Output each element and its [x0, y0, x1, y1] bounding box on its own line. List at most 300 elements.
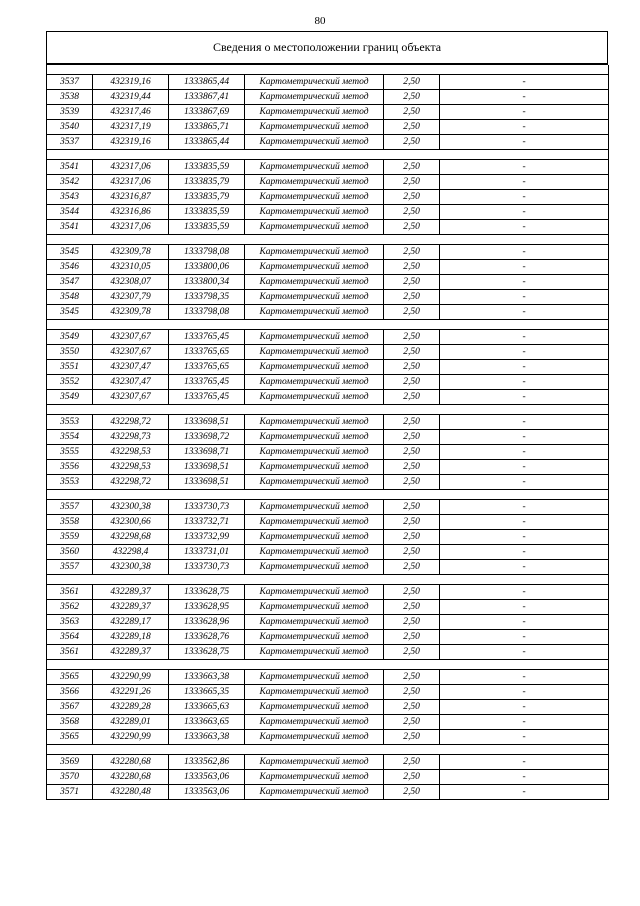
point-number-cell: 3560 — [47, 545, 93, 560]
method-cell: Картометрический метод — [245, 630, 384, 645]
x-coordinate-cell: 432298,4 — [93, 545, 169, 560]
description-cell: - — [440, 220, 609, 235]
table-row — [47, 375, 609, 390]
precision-cell: 2,50 — [384, 685, 440, 700]
method-cell: Картометрический метод — [245, 220, 384, 235]
x-coordinate-cell: 432307,79 — [93, 290, 169, 305]
method-cell: Картометрический метод — [245, 345, 384, 360]
method-cell: Картометрический метод — [245, 785, 384, 800]
point-number-cell: 3561 — [47, 645, 93, 660]
point-number-cell: 3557 — [47, 560, 93, 575]
group-separator-row — [47, 65, 609, 75]
table-row — [47, 245, 609, 260]
description-cell: - — [440, 75, 609, 90]
group-separator-cell — [47, 745, 609, 755]
point-number-cell: 3546 — [47, 260, 93, 275]
table-row — [47, 670, 609, 685]
description-cell: - — [440, 670, 609, 685]
method-cell: Картометрический метод — [245, 500, 384, 515]
x-coordinate-cell: 432289,28 — [93, 700, 169, 715]
description-cell: - — [440, 630, 609, 645]
y-coordinate-cell: 1333835,59 — [169, 160, 245, 175]
y-coordinate-cell: 1333663,65 — [169, 715, 245, 730]
table-row — [47, 515, 609, 530]
point-number-cell: 3556 — [47, 460, 93, 475]
x-coordinate-cell: 432290,99 — [93, 670, 169, 685]
method-cell: Картометрический метод — [245, 545, 384, 560]
precision-cell: 2,50 — [384, 430, 440, 445]
precision-cell: 2,50 — [384, 785, 440, 800]
point-number-cell: 3561 — [47, 585, 93, 600]
table-row — [47, 105, 609, 120]
table-row — [47, 345, 609, 360]
y-coordinate-cell: 1333865,44 — [169, 135, 245, 150]
table-row — [47, 205, 609, 220]
precision-cell: 2,50 — [384, 375, 440, 390]
precision-cell: 2,50 — [384, 460, 440, 475]
y-coordinate-cell: 1333732,71 — [169, 515, 245, 530]
x-coordinate-cell: 432310,05 — [93, 260, 169, 275]
table-row — [47, 700, 609, 715]
precision-cell: 2,50 — [384, 290, 440, 305]
precision-cell: 2,50 — [384, 135, 440, 150]
y-coordinate-cell: 1333663,38 — [169, 670, 245, 685]
table-row — [47, 390, 609, 405]
description-cell: - — [440, 275, 609, 290]
description-cell: - — [440, 390, 609, 405]
description-cell: - — [440, 500, 609, 515]
y-coordinate-cell: 1333800,06 — [169, 260, 245, 275]
table-row — [47, 220, 609, 235]
method-cell: Картометрический метод — [245, 275, 384, 290]
y-coordinate-cell: 1333865,44 — [169, 75, 245, 90]
method-cell: Картометрический метод — [245, 160, 384, 175]
group-separator-row — [47, 490, 609, 500]
table-row — [47, 290, 609, 305]
precision-cell: 2,50 — [384, 645, 440, 660]
table-row — [47, 190, 609, 205]
method-cell: Картометрический метод — [245, 120, 384, 135]
x-coordinate-cell: 432317,46 — [93, 105, 169, 120]
y-coordinate-cell: 1333865,71 — [169, 120, 245, 135]
description-cell: - — [440, 715, 609, 730]
point-number-cell: 3549 — [47, 390, 93, 405]
description-cell: - — [440, 475, 609, 490]
description-cell: - — [440, 105, 609, 120]
group-separator-cell — [47, 575, 609, 585]
description-cell: - — [440, 190, 609, 205]
description-cell: - — [440, 415, 609, 430]
method-cell: Картометрический метод — [245, 770, 384, 785]
method-cell: Картометрический метод — [245, 415, 384, 430]
precision-cell: 2,50 — [384, 600, 440, 615]
precision-cell: 2,50 — [384, 545, 440, 560]
point-number-cell: 3570 — [47, 770, 93, 785]
point-number-cell: 3540 — [47, 120, 93, 135]
point-number-cell: 3547 — [47, 275, 93, 290]
group-separator-row — [47, 235, 609, 245]
description-cell: - — [440, 700, 609, 715]
table-row — [47, 645, 609, 660]
precision-cell: 2,50 — [384, 260, 440, 275]
description-cell: - — [440, 345, 609, 360]
description-cell: - — [440, 515, 609, 530]
point-number-cell: 3550 — [47, 345, 93, 360]
coordinates-sheet — [46, 31, 608, 800]
description-cell: - — [440, 245, 609, 260]
precision-cell: 2,50 — [384, 345, 440, 360]
method-cell: Картометрический метод — [245, 360, 384, 375]
point-number-cell: 3537 — [47, 75, 93, 90]
y-coordinate-cell: 1333698,51 — [169, 415, 245, 430]
description-cell: - — [440, 460, 609, 475]
y-coordinate-cell: 1333628,76 — [169, 630, 245, 645]
precision-cell: 2,50 — [384, 630, 440, 645]
table-row — [47, 430, 609, 445]
method-cell: Картометрический метод — [245, 730, 384, 745]
table-row — [47, 90, 609, 105]
precision-cell: 2,50 — [384, 445, 440, 460]
point-number-cell: 3549 — [47, 330, 93, 345]
method-cell: Картометрический метод — [245, 205, 384, 220]
y-coordinate-cell: 1333562,86 — [169, 755, 245, 770]
y-coordinate-cell: 1333800,34 — [169, 275, 245, 290]
precision-cell: 2,50 — [384, 75, 440, 90]
table-row — [47, 175, 609, 190]
precision-cell: 2,50 — [384, 415, 440, 430]
group-separator-row — [47, 660, 609, 670]
point-number-cell: 3557 — [47, 500, 93, 515]
precision-cell: 2,50 — [384, 330, 440, 345]
description-cell: - — [440, 375, 609, 390]
y-coordinate-cell: 1333835,59 — [169, 205, 245, 220]
method-cell: Картометрический метод — [245, 585, 384, 600]
table-row — [47, 585, 609, 600]
description-cell: - — [440, 600, 609, 615]
coordinates-table-body — [47, 65, 609, 800]
x-coordinate-cell: 432289,37 — [93, 585, 169, 600]
y-coordinate-cell: 1333628,75 — [169, 645, 245, 660]
coordinates-table — [46, 65, 609, 800]
table-row — [47, 770, 609, 785]
precision-cell: 2,50 — [384, 390, 440, 405]
table-row — [47, 415, 609, 430]
method-cell: Картометрический метод — [245, 685, 384, 700]
point-number-cell: 3563 — [47, 615, 93, 630]
table-row — [47, 360, 609, 375]
point-number-cell: 3537 — [47, 135, 93, 150]
precision-cell: 2,50 — [384, 245, 440, 260]
table-row — [47, 785, 609, 800]
table-title: Сведения о местоположении границ объекта — [46, 31, 608, 63]
precision-cell: 2,50 — [384, 205, 440, 220]
method-cell: Картометрический метод — [245, 135, 384, 150]
precision-cell: 2,50 — [384, 105, 440, 120]
description-cell: - — [440, 770, 609, 785]
x-coordinate-cell: 432289,37 — [93, 645, 169, 660]
y-coordinate-cell: 1333730,73 — [169, 500, 245, 515]
description-cell: - — [440, 560, 609, 575]
page-number: 80 — [314, 15, 326, 27]
x-coordinate-cell: 432300,38 — [93, 560, 169, 575]
point-number-cell: 3545 — [47, 305, 93, 320]
method-cell: Картометрический метод — [245, 645, 384, 660]
method-cell: Картометрический метод — [245, 670, 384, 685]
method-cell: Картометрический метод — [245, 600, 384, 615]
x-coordinate-cell: 432317,06 — [93, 175, 169, 190]
method-cell: Картометрический метод — [245, 755, 384, 770]
description-cell: - — [440, 175, 609, 190]
x-coordinate-cell: 432316,87 — [93, 190, 169, 205]
table-row — [47, 275, 609, 290]
description-cell: - — [440, 530, 609, 545]
precision-cell: 2,50 — [384, 585, 440, 600]
point-number-cell: 3568 — [47, 715, 93, 730]
point-number-cell: 3545 — [47, 245, 93, 260]
description-cell: - — [440, 585, 609, 600]
x-coordinate-cell: 432317,06 — [93, 220, 169, 235]
group-separator-cell — [47, 660, 609, 670]
group-separator-row — [47, 575, 609, 585]
y-coordinate-cell: 1333698,72 — [169, 430, 245, 445]
description-cell: - — [440, 205, 609, 220]
method-cell: Картометрический метод — [245, 75, 384, 90]
y-coordinate-cell: 1333665,63 — [169, 700, 245, 715]
precision-cell: 2,50 — [384, 730, 440, 745]
method-cell: Картометрический метод — [245, 460, 384, 475]
point-number-cell: 3538 — [47, 90, 93, 105]
y-coordinate-cell: 1333698,51 — [169, 460, 245, 475]
point-number-cell: 3553 — [47, 415, 93, 430]
x-coordinate-cell: 432300,66 — [93, 515, 169, 530]
x-coordinate-cell: 432307,67 — [93, 330, 169, 345]
point-number-cell: 3543 — [47, 190, 93, 205]
x-coordinate-cell: 432319,16 — [93, 135, 169, 150]
precision-cell: 2,50 — [384, 770, 440, 785]
description-cell: - — [440, 305, 609, 320]
method-cell: Картометрический метод — [245, 105, 384, 120]
point-number-cell: 3552 — [47, 375, 93, 390]
method-cell: Картометрический метод — [245, 260, 384, 275]
table-row — [47, 135, 609, 150]
y-coordinate-cell: 1333698,51 — [169, 475, 245, 490]
x-coordinate-cell: 432289,01 — [93, 715, 169, 730]
point-number-cell: 3566 — [47, 685, 93, 700]
table-row — [47, 730, 609, 745]
x-coordinate-cell: 432298,68 — [93, 530, 169, 545]
group-separator-cell — [47, 235, 609, 245]
y-coordinate-cell: 1333731,01 — [169, 545, 245, 560]
group-separator-row — [47, 320, 609, 330]
y-coordinate-cell: 1333867,69 — [169, 105, 245, 120]
point-number-cell: 3542 — [47, 175, 93, 190]
method-cell: Картометрический метод — [245, 515, 384, 530]
y-coordinate-cell: 1333663,38 — [169, 730, 245, 745]
description-cell: - — [440, 135, 609, 150]
precision-cell: 2,50 — [384, 360, 440, 375]
table-row — [47, 475, 609, 490]
y-coordinate-cell: 1333665,35 — [169, 685, 245, 700]
description-cell: - — [440, 330, 609, 345]
description-cell: - — [440, 730, 609, 745]
method-cell: Картометрический метод — [245, 530, 384, 545]
x-coordinate-cell: 432300,38 — [93, 500, 169, 515]
description-cell: - — [440, 755, 609, 770]
method-cell: Картометрический метод — [245, 175, 384, 190]
x-coordinate-cell: 432319,44 — [93, 90, 169, 105]
precision-cell: 2,50 — [384, 530, 440, 545]
table-row — [47, 630, 609, 645]
point-number-cell: 3567 — [47, 700, 93, 715]
description-cell: - — [440, 290, 609, 305]
x-coordinate-cell: 432298,53 — [93, 460, 169, 475]
precision-cell: 2,50 — [384, 700, 440, 715]
x-coordinate-cell: 432309,78 — [93, 245, 169, 260]
x-coordinate-cell: 432298,72 — [93, 475, 169, 490]
precision-cell: 2,50 — [384, 190, 440, 205]
table-row — [47, 715, 609, 730]
table-row — [47, 615, 609, 630]
description-cell: - — [440, 160, 609, 175]
description-cell: - — [440, 785, 609, 800]
table-row — [47, 600, 609, 615]
y-coordinate-cell: 1333563,06 — [169, 785, 245, 800]
point-number-cell: 3555 — [47, 445, 93, 460]
table-row — [47, 545, 609, 560]
group-separator-row — [47, 745, 609, 755]
table-row — [47, 445, 609, 460]
precision-cell: 2,50 — [384, 615, 440, 630]
point-number-cell: 3562 — [47, 600, 93, 615]
y-coordinate-cell: 1333835,79 — [169, 175, 245, 190]
point-number-cell: 3541 — [47, 220, 93, 235]
method-cell: Картометрический метод — [245, 430, 384, 445]
x-coordinate-cell: 432307,47 — [93, 375, 169, 390]
precision-cell: 2,50 — [384, 715, 440, 730]
point-number-cell: 3553 — [47, 475, 93, 490]
table-row — [47, 560, 609, 575]
method-cell: Картометрический метод — [245, 305, 384, 320]
y-coordinate-cell: 1333835,79 — [169, 190, 245, 205]
precision-cell: 2,50 — [384, 515, 440, 530]
y-coordinate-cell: 1333628,95 — [169, 600, 245, 615]
x-coordinate-cell: 432280,68 — [93, 770, 169, 785]
method-cell: Картометрический метод — [245, 475, 384, 490]
method-cell: Картометрический метод — [245, 445, 384, 460]
x-coordinate-cell: 432308,07 — [93, 275, 169, 290]
y-coordinate-cell: 1333867,41 — [169, 90, 245, 105]
table-row — [47, 120, 609, 135]
y-coordinate-cell: 1333765,65 — [169, 345, 245, 360]
point-number-cell: 3569 — [47, 755, 93, 770]
y-coordinate-cell: 1333765,65 — [169, 360, 245, 375]
method-cell: Картометрический метод — [245, 190, 384, 205]
precision-cell: 2,50 — [384, 670, 440, 685]
x-coordinate-cell: 432289,18 — [93, 630, 169, 645]
y-coordinate-cell: 1333698,71 — [169, 445, 245, 460]
y-coordinate-cell: 1333765,45 — [169, 330, 245, 345]
table-row — [47, 305, 609, 320]
x-coordinate-cell: 432289,17 — [93, 615, 169, 630]
method-cell: Картометрический метод — [245, 90, 384, 105]
x-coordinate-cell: 432298,73 — [93, 430, 169, 445]
precision-cell: 2,50 — [384, 90, 440, 105]
y-coordinate-cell: 1333798,08 — [169, 245, 245, 260]
method-cell: Картометрический метод — [245, 715, 384, 730]
y-coordinate-cell: 1333798,08 — [169, 305, 245, 320]
precision-cell: 2,50 — [384, 500, 440, 515]
table-row — [47, 460, 609, 475]
point-number-cell: 3544 — [47, 205, 93, 220]
point-number-cell: 3541 — [47, 160, 93, 175]
point-number-cell: 3554 — [47, 430, 93, 445]
description-cell: - — [440, 615, 609, 630]
y-coordinate-cell: 1333765,45 — [169, 375, 245, 390]
table-row — [47, 530, 609, 545]
table-row — [47, 755, 609, 770]
x-coordinate-cell: 432291,26 — [93, 685, 169, 700]
group-separator-cell — [47, 320, 609, 330]
description-cell: - — [440, 445, 609, 460]
group-separator-cell — [47, 405, 609, 415]
description-cell: - — [440, 685, 609, 700]
x-coordinate-cell: 432280,68 — [93, 755, 169, 770]
precision-cell: 2,50 — [384, 755, 440, 770]
precision-cell: 2,50 — [384, 560, 440, 575]
method-cell: Картометрический метод — [245, 290, 384, 305]
precision-cell: 2,50 — [384, 275, 440, 290]
y-coordinate-cell: 1333798,35 — [169, 290, 245, 305]
x-coordinate-cell: 432309,78 — [93, 305, 169, 320]
point-number-cell: 3558 — [47, 515, 93, 530]
x-coordinate-cell: 432307,67 — [93, 345, 169, 360]
group-separator-row — [47, 150, 609, 160]
x-coordinate-cell: 432319,16 — [93, 75, 169, 90]
point-number-cell: 3571 — [47, 785, 93, 800]
description-cell: - — [440, 120, 609, 135]
precision-cell: 2,50 — [384, 175, 440, 190]
table-row — [47, 260, 609, 275]
point-number-cell: 3565 — [47, 730, 93, 745]
method-cell: Картометрический метод — [245, 330, 384, 345]
y-coordinate-cell: 1333730,73 — [169, 560, 245, 575]
precision-cell: 2,50 — [384, 475, 440, 490]
y-coordinate-cell: 1333628,96 — [169, 615, 245, 630]
x-coordinate-cell: 432298,53 — [93, 445, 169, 460]
method-cell: Картометрический метод — [245, 615, 384, 630]
group-separator-cell — [47, 150, 609, 160]
x-coordinate-cell: 432317,06 — [93, 160, 169, 175]
x-coordinate-cell: 432307,47 — [93, 360, 169, 375]
description-cell: - — [440, 90, 609, 105]
method-cell: Картометрический метод — [245, 245, 384, 260]
group-separator-cell — [47, 65, 609, 75]
x-coordinate-cell: 432316,86 — [93, 205, 169, 220]
precision-cell: 2,50 — [384, 120, 440, 135]
point-number-cell: 3551 — [47, 360, 93, 375]
table-row — [47, 685, 609, 700]
method-cell: Картометрический метод — [245, 560, 384, 575]
description-cell: - — [440, 360, 609, 375]
point-number-cell: 3548 — [47, 290, 93, 305]
description-cell: - — [440, 545, 609, 560]
description-cell: - — [440, 645, 609, 660]
point-number-cell: 3559 — [47, 530, 93, 545]
precision-cell: 2,50 — [384, 220, 440, 235]
x-coordinate-cell: 432280,48 — [93, 785, 169, 800]
y-coordinate-cell: 1333732,99 — [169, 530, 245, 545]
x-coordinate-cell: 432290,99 — [93, 730, 169, 745]
